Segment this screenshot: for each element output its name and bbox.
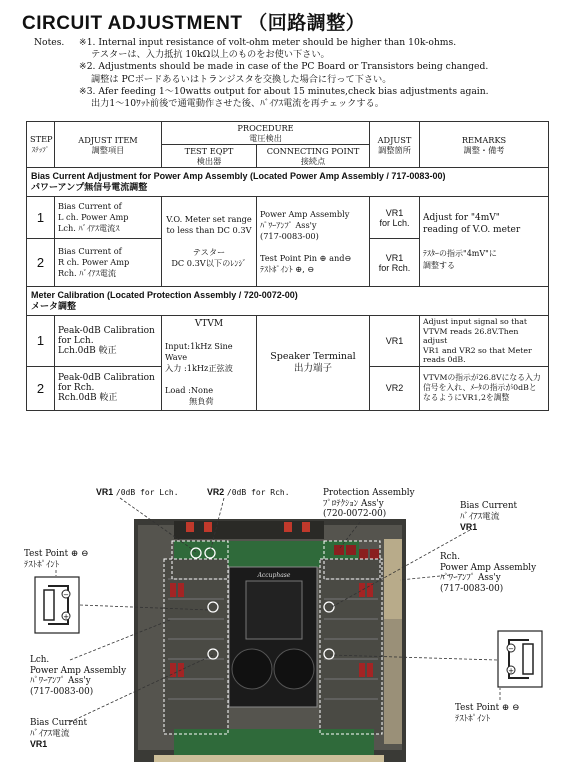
header-row-1 bbox=[27, 122, 549, 145]
section-meter-jp: メータ調整 bbox=[31, 301, 77, 311]
label-test-point-left: Test Point ⊕ ⊖ ﾃｽﾄﾎﾟｲﾝﾄ bbox=[24, 549, 89, 570]
adjust-item-cell: Bias Current of L ch. Power Amp Lch. ﾊﾞｲｱｽ電流ｽ bbox=[55, 197, 162, 239]
header-connecting-point: CONNECTING POINT 接続点 bbox=[257, 145, 370, 168]
adjust-item-cell: Peak-0dB Calibration for Rch. Rch.0dB 較正 bbox=[55, 366, 162, 410]
note-1-jp: テスターは、入力抵抗 10kΩ以上のものをお使い下さい。 bbox=[91, 49, 330, 61]
adjust-item-cell: Peak-0dB Calibration for Lch. Lch.0dB 較正 bbox=[55, 316, 162, 367]
brand-logo: Accuphase bbox=[257, 572, 291, 579]
note-3-en: ※3. Afer feeding 1～10watts output for about 15 minutes,check bias adjustments again. bbox=[79, 85, 489, 97]
label-bias-current-right: Bias Current ﾊﾞｲｱｽ電流 VR1 bbox=[460, 501, 518, 532]
step-cell: 1 bbox=[27, 316, 55, 367]
label-bias-current-left: Bias Current ﾊﾞｲｱｽ電流 VR1 bbox=[30, 718, 88, 749]
svg-text:−: − bbox=[63, 591, 69, 599]
header-adjust-item: ADJUST ITEM 調整項目 bbox=[55, 122, 162, 168]
adjustment-table bbox=[26, 121, 549, 411]
label-vr2-meter: VR2 /0dB for Rch. bbox=[207, 487, 290, 497]
adjust-item-cell: Bias Current of R ch. Power Amp Rch. ﾊﾞｲｱｽ電流 bbox=[55, 239, 162, 287]
notes-label: Notes. bbox=[34, 37, 65, 48]
connecting-point-cell: Power Amp Assembly ﾊﾟﾜｰｱﾝﾌﾟ Ass'y (717-0083-00) Test Point Pin ⊕ and⊖ ﾃｽﾄﾎﾟｲﾝﾄ ⊕, ⊖ bbox=[257, 197, 370, 287]
test-eqpt-cell: V.O. Meter set range to less than DC 0.3V テスター DC 0.3V以下のﾚﾝｼﾞ bbox=[162, 197, 257, 287]
section-bias-title: Bias Current Adjustment for Power Amp Assembly (Located Power Amp Assembly / 717-0083-00) bbox=[31, 171, 446, 181]
label-lch-power-amp: Lch. Power Amp Assembly ﾊﾟﾜｰｱﾝﾌﾟ Ass'y (717-0083-00) bbox=[30, 655, 127, 697]
remarks-cell: Adjust for "4mV" reading of V.O. meter ﾃｽﾀｰの指示"4mV"に 調整する bbox=[420, 197, 549, 287]
header-step: STEP ｽﾃｯﾌﾟ bbox=[27, 122, 55, 168]
connecting-point-cell: Speaker Terminal 出力端子 bbox=[257, 316, 370, 411]
notes-block bbox=[34, 37, 564, 110]
label-test-point-right: Test Point ⊕ ⊖ ﾃｽﾄﾎﾟｲﾝﾄ bbox=[455, 703, 520, 724]
note-2-jp: 調整は PCボードあるいはトランジスタを交換した場合に行って下さい。 bbox=[91, 73, 392, 85]
table-row bbox=[27, 316, 549, 367]
svg-text:+: + bbox=[63, 613, 69, 621]
label-vr1-meter: VR1 /0dB for Lch. bbox=[96, 487, 179, 497]
section-meter bbox=[27, 287, 549, 316]
note-3-jp: 出力1～10ﾜｯﾄ前後で通電動作させた後、ﾊﾞｲｱｽ電流を再チェックする。 bbox=[91, 98, 384, 110]
header-adjust: ADJUST 調整箇所 bbox=[370, 122, 420, 168]
test-point-diagram-right bbox=[497, 630, 543, 688]
remarks-cell: VTVMの指示が26.8Vになる入力 信号を入れ、ﾒｰﾀの指示が0dBと なるようにVR1,2を調整 bbox=[420, 366, 549, 410]
adjust-cell: VR1 bbox=[370, 316, 420, 367]
section-bias-jp: パワーアンプ無信号電流調整 bbox=[31, 182, 148, 192]
step-cell: 2 bbox=[27, 239, 55, 287]
table-row bbox=[27, 197, 549, 239]
note-1-en: ※1. Internal input resistance of volt-ohm meter should be higher than 10k-ohms. bbox=[79, 37, 457, 48]
header-remarks: REMARKS 調整・備考 bbox=[420, 122, 549, 168]
adjust-cell: VR1 for Lch. bbox=[370, 197, 420, 239]
amplifier-chassis-photo bbox=[134, 519, 406, 762]
section-bias bbox=[27, 168, 549, 197]
label-protection-assembly: Protection Assembly ﾌﾟﾛﾃｸｼｮﾝ Ass'y (720-0072-00) bbox=[323, 488, 415, 519]
label-rch-power-amp: Rch. Power Amp Assembly ﾊﾟﾜｰｱﾝﾌﾟ Ass'y (717-0083-00) bbox=[440, 552, 537, 594]
remarks-cell: Adjust input signal so that VTVM reads 26.8V.Then adjust VR1 and VR2 so that Meter reads 0dB. bbox=[420, 316, 549, 367]
adjust-cell: VR2 bbox=[370, 366, 420, 410]
header-procedure: PROCEDURE 電圧検出 bbox=[162, 122, 370, 145]
step-cell: 2 bbox=[27, 366, 55, 410]
step-cell: 1 bbox=[27, 197, 55, 239]
test-eqpt-cell: VTVM Input:1kHz Sine Wave 入力 :1kHz正弦波 Load :None 無負荷 bbox=[162, 316, 257, 411]
test-point-diagram-left bbox=[34, 576, 80, 634]
note-2-en: ※2. Adjustments should be made in case of the PC Board or Transistors being changed. bbox=[79, 61, 489, 73]
page-title: CIRCUIT ADJUSTMENT （回路調整） bbox=[22, 13, 366, 34]
svg-text:+: + bbox=[508, 667, 514, 675]
section-meter-title: Meter Calibration (Located Protection Assembly / 720-0072-00) bbox=[31, 290, 298, 300]
svg-text:−: − bbox=[508, 645, 514, 653]
adjust-cell: VR1 for Rch. bbox=[370, 239, 420, 287]
header-test-eqpt: TEST EQPT 検出器 bbox=[162, 145, 257, 168]
